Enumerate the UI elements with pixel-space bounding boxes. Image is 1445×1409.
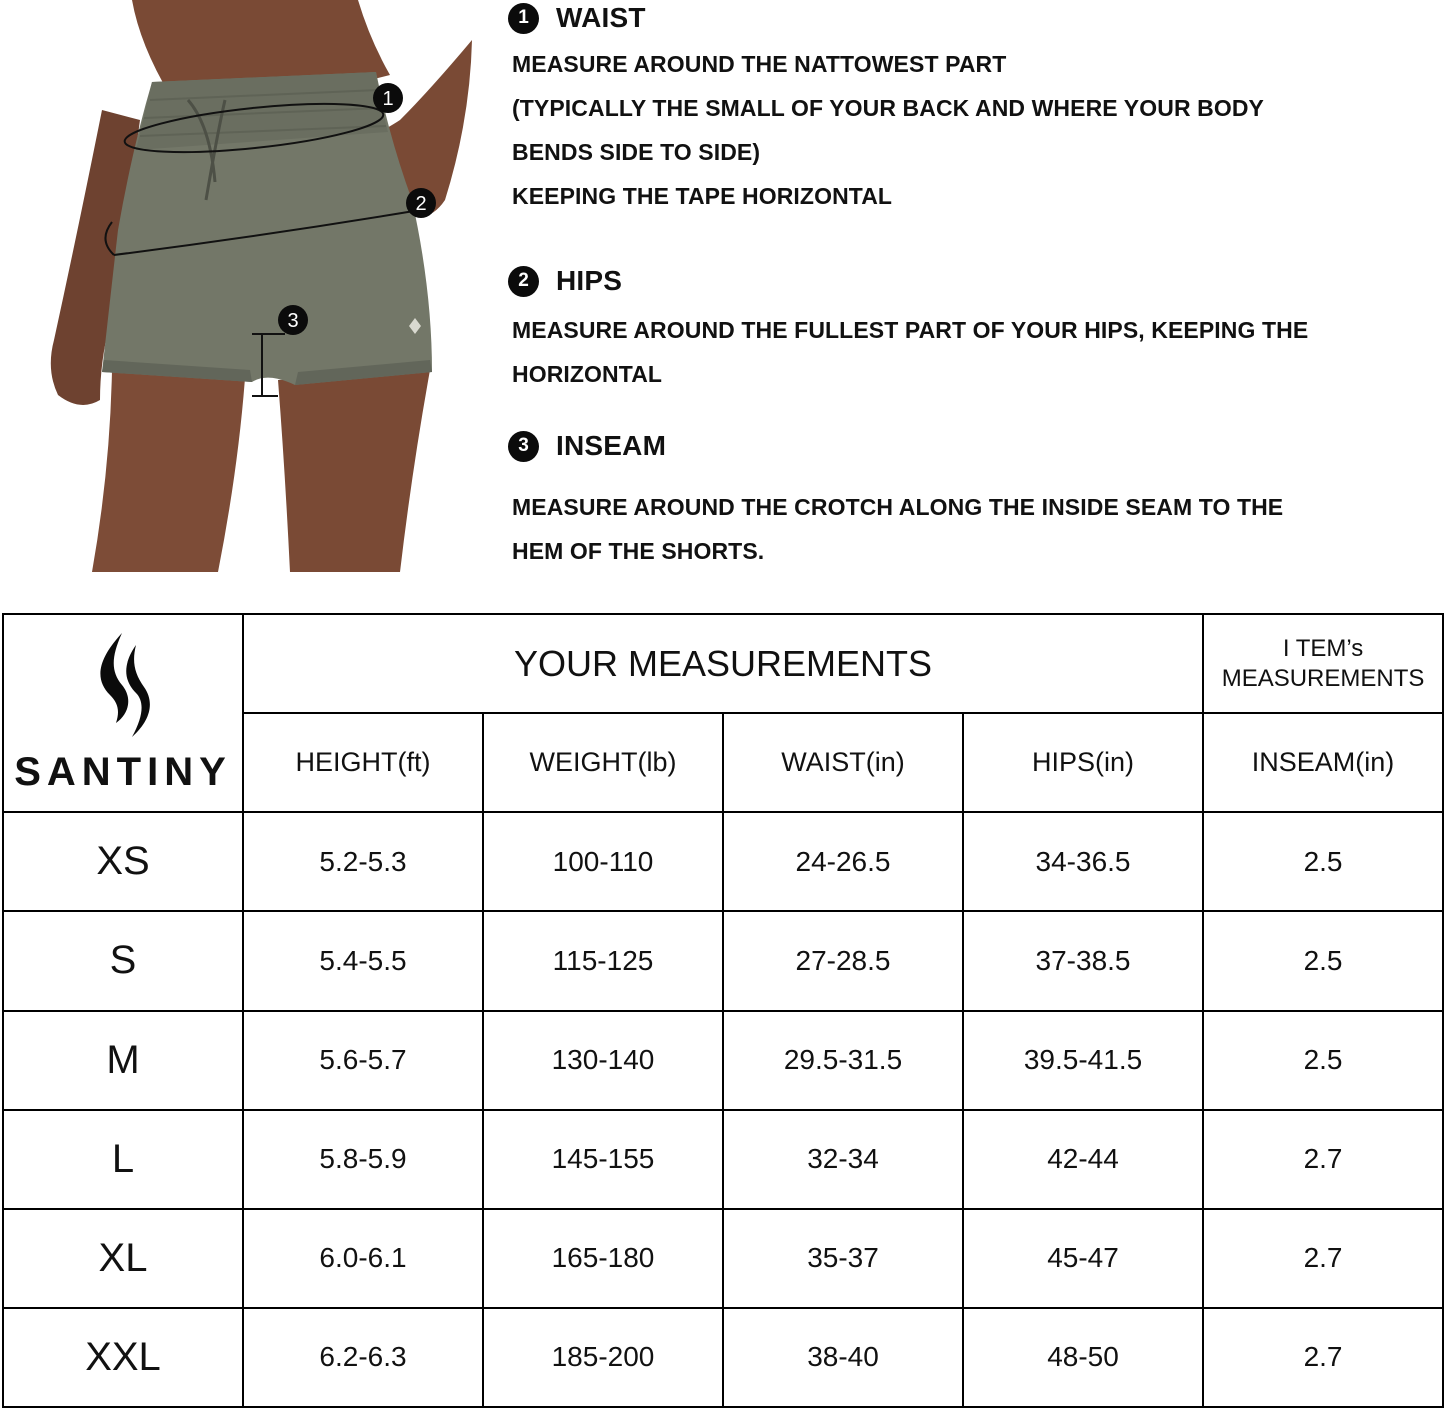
- brand-name: SANTINY: [14, 750, 232, 795]
- inseam-value: 2.7: [1203, 1308, 1443, 1407]
- hips-value: 37-38.5: [963, 911, 1203, 1010]
- table-row: [3, 1308, 1443, 1407]
- inseam-value: 2.5: [1203, 1011, 1443, 1110]
- weight-value: 165-180: [483, 1209, 723, 1308]
- size-label: XS: [3, 812, 243, 911]
- column-header-weight: WEIGHT(lb): [483, 713, 723, 812]
- item-measurements-header: [1203, 614, 1443, 713]
- marker-2: [406, 188, 436, 218]
- inseam-value: 2.5: [1203, 812, 1443, 911]
- svg-text:2: 2: [415, 193, 427, 215]
- waist-value: 32-34: [723, 1110, 963, 1209]
- table-row: [3, 1011, 1443, 1110]
- svg-text:1: 1: [382, 88, 394, 110]
- column-header-waist: WAIST(in): [723, 713, 963, 812]
- size-label: XXL: [3, 1308, 243, 1407]
- waist-heading: [508, 0, 646, 36]
- waist-value: 35-37: [723, 1209, 963, 1308]
- hips-value: 42-44: [963, 1110, 1203, 1209]
- size-label: L: [3, 1110, 243, 1209]
- hips-value: 39.5-41.5: [963, 1011, 1203, 1110]
- hips-value: 45-47: [963, 1209, 1203, 1308]
- item-measurements-line-2: MEASUREMENTS: [1221, 664, 1425, 692]
- height-value: 5.4-5.5: [243, 911, 483, 1010]
- waist-value: 29.5-31.5: [723, 1011, 963, 1110]
- waist-line-1: MEASURE AROUND THE NATTOWEST PART: [512, 51, 1007, 77]
- inseam-section: [508, 428, 666, 464]
- shorts-model-illustration: [40, 0, 480, 572]
- waist-line-4: KEEPING THE TAPE HORIZONTAL: [512, 183, 893, 209]
- inseam-heading: [508, 428, 666, 464]
- svg-text:3: 3: [287, 310, 299, 332]
- hips-title: HIPS: [556, 265, 623, 296]
- size-label: XL: [3, 1209, 243, 1308]
- item-measurements-line-1: I TEM’s: [1282, 634, 1364, 662]
- hips-line-1: MEASURE AROUND THE FULLEST PART OF YOUR HIPS, KEEPING THE: [512, 317, 1309, 343]
- hips-section: [508, 263, 622, 299]
- waist-value: 38-40: [723, 1308, 963, 1407]
- height-value: 5.8-5.9: [243, 1110, 483, 1209]
- table-row: [3, 1110, 1443, 1209]
- hips-value: 48-50: [963, 1308, 1203, 1407]
- inseam-number-badge: 3: [508, 431, 539, 462]
- inseam-value: 2.5: [1203, 911, 1443, 1010]
- hips-heading: [508, 263, 622, 299]
- waist-line-2: (TYPICALLY THE SMALL OF YOUR BACK AND WHERE YOUR BODY: [512, 95, 1265, 121]
- table-row: [3, 1209, 1443, 1308]
- flame-logo-icon: [88, 631, 158, 741]
- height-value: 6.2-6.3: [243, 1308, 483, 1407]
- waist-value: 24-26.5: [723, 812, 963, 911]
- waist-title: WAIST: [556, 2, 646, 33]
- waist-number-badge: 1: [508, 3, 539, 34]
- your-measurements-header: YOUR MEASUREMENTS: [243, 614, 1203, 713]
- inseam-line-1: MEASURE AROUND THE CROTCH ALONG THE INSIDE SEAM TO THE: [512, 494, 1284, 520]
- hips-line-2: HORIZONTAL: [512, 361, 663, 387]
- waist-line-3: BENDS SIDE TO SIDE): [512, 139, 761, 165]
- column-header-height: HEIGHT(ft): [243, 713, 483, 812]
- brand-cell: [3, 614, 243, 812]
- inseam-value: 2.7: [1203, 1209, 1443, 1308]
- weight-value: 115-125: [483, 911, 723, 1010]
- height-value: 5.2-5.3: [243, 812, 483, 911]
- left-leg: [92, 370, 245, 572]
- weight-value: 145-155: [483, 1110, 723, 1209]
- size-label: M: [3, 1011, 243, 1110]
- waist-value: 27-28.5: [723, 911, 963, 1010]
- table-row: [3, 911, 1443, 1010]
- weight-value: 185-200: [483, 1308, 723, 1407]
- column-header-inseam: INSEAM(in): [1203, 713, 1443, 812]
- height-value: 6.0-6.1: [243, 1209, 483, 1308]
- waist-section: [508, 0, 646, 36]
- marker-3: [278, 305, 308, 335]
- weight-value: 130-140: [483, 1011, 723, 1110]
- inseam-line-2: HEM OF THE SHORTS.: [512, 538, 765, 564]
- shorts-model-svg: [40, 0, 480, 572]
- size-label: S: [3, 911, 243, 1010]
- right-leg: [278, 370, 430, 572]
- table-row: [3, 812, 1443, 911]
- marker-1: [373, 83, 403, 113]
- hips-number-badge: 2: [508, 266, 539, 297]
- height-value: 5.6-5.7: [243, 1011, 483, 1110]
- weight-value: 100-110: [483, 812, 723, 911]
- inseam-title: INSEAM: [556, 430, 667, 461]
- column-header-hips: HIPS(in): [963, 713, 1203, 812]
- hips-value: 34-36.5: [963, 812, 1203, 911]
- inseam-value: 2.7: [1203, 1110, 1443, 1209]
- size-chart-table: [2, 613, 1444, 1408]
